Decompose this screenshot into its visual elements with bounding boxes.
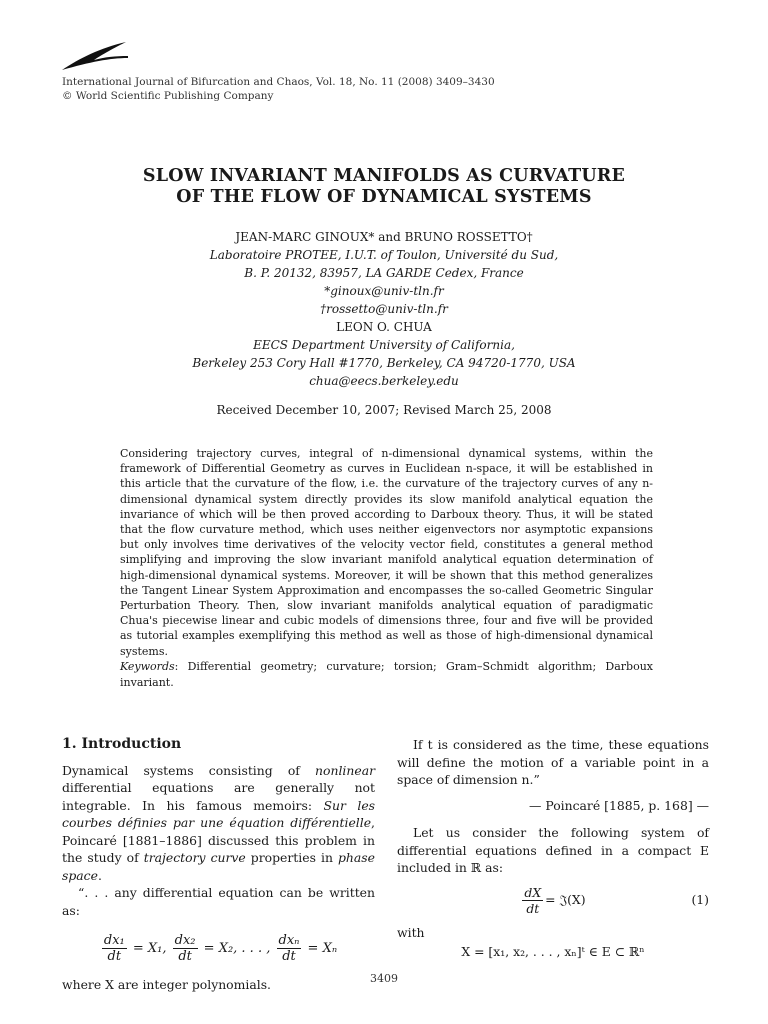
- quote-attribution: — Poincaré [1885, p. 168] —: [529, 797, 709, 813]
- page-number: 3409: [370, 972, 398, 985]
- quote-continuation: If t is considered as the time, these equations will define the motion of a variable point in a space of dimension n.”: [397, 737, 709, 787]
- email-ginoux: *ginoux@univ-tln.fr: [324, 284, 444, 298]
- author-names-1: JEAN-MARC GINOUX* and BRUNO ROSSETTO†: [235, 230, 533, 244]
- system-intro-paragraph: Let us consider the following system of differential equations defined in a compact E included in ℝ as:: [397, 825, 709, 875]
- abstract: Considering trajectory curves, integral of n-dimensional dynamical systems, within the framework of Differential Geometry as curves in Euclidean n-space, it will be established in this article that the curvature of the flow, i.e. the curvature of the trajectory curves of any n-dimensional dynamical system directly provides its slow manifold analytical equation the invariance of which will be then proved according to Darboux theory. Thus, it will be stated that the flow curvature method, which uses neither eigenvectors nor asymptotic expansions but only involves time derivatives of the velocity vector field, constitutes a general method simplifying and improving the slow invariant manifold analytical equation determination of high-dimensional dynamical systems. Moreover, it will be shown that this method generalizes the Tangent Linear System Approximation and encompasses the so-called Geometric Singular Perturbation Theory. Then, slow invariant manifolds analytical equation of paradigmatic Chua's piecewise linear and cubic models of dimensions three, four and five will be provided as tutorial examples exemplifying this method as well as those of high-dimensional dynamical systems.: [120, 447, 653, 658]
- right-column: [397, 736, 709, 961]
- section-heading: 1. Introduction: [62, 736, 182, 752]
- title-line-2: OF THE FLOW OF DYNAMICAL SYSTEMS: [176, 187, 592, 207]
- publisher-line: © World Scientific Publishing Company: [62, 90, 274, 102]
- journal-line: International Journal of Bifurcation and Chaos, Vol. 18, No. 11 (2008) 3409–3430: [62, 76, 495, 88]
- poincare-quote-start: “. . . any differential equation can be written as:: [62, 885, 375, 918]
- equation-system: $\frac{\text{dx₁}}{dt}$ = X₁, $\frac{\text{dx₂}}{dt}$ = X₂, . . . , $\frac{\text{dxₙ}}{dt}$ = Xₙ: [103, 933, 338, 964]
- keywords-text: : Differential geometry; curvature; torsion; Gram–Schmidt algorithm; Darboux invariant.: [120, 660, 653, 689]
- equation-1-label: (1): [691, 892, 709, 908]
- affiliation-chua-1: EECS Department University of California,: [253, 338, 515, 352]
- affiliation-chua-2: Berkeley 253 Cory Hall #1770, Berkeley, CA 94720-1770, USA: [192, 356, 576, 370]
- affiliation-line-2: B. P. 20132, 83957, LA GARDE Cedex, France: [244, 266, 524, 280]
- with-word: with: [397, 924, 425, 940]
- keywords-label: Keywords: [120, 660, 175, 673]
- author-group-2: [60, 318, 708, 390]
- keywords: [120, 659, 653, 690]
- where-line: where X are integer polynomials.: [62, 977, 271, 992]
- paper-title: [60, 166, 708, 208]
- affiliation-line-1: Laboratoire PROTEE, I.U.T. of Toulon, Université du Sud,: [209, 248, 559, 262]
- equation-2: X = [x₁, x₂, . . . , xₙ]ᵗ ∈ E ⊂ ℝⁿ: [461, 944, 645, 959]
- author-group-1: [60, 228, 708, 318]
- email-rossetto: †rossetto@univ-tln.fr: [320, 302, 448, 316]
- journal-citation: [62, 75, 495, 103]
- equation-1: $\frac{dX}{dt}$ = 𝔍(X) (1): [524, 884, 709, 916]
- left-column: [62, 736, 375, 994]
- intro-paragraph: Dynamical systems consisting of nonlinear differential equations are generally not integrable. In his famous memoirs: Sur les courbes définies par une équation différentielle, Poincaré [1881–1886] discussed this problem in the study of trajectory curve properties in phase space.: [62, 762, 376, 883]
- received-dates: Received December 10, 2007; Revised March 25, 2008: [216, 403, 552, 417]
- publisher-logo: [60, 40, 130, 72]
- email-chua: chua@eecs.berkeley.edu: [309, 374, 459, 388]
- author-name-chua: LEON O. CHUA: [336, 320, 432, 334]
- title-line-1: SLOW INVARIANT MANIFOLDS AS CURVATURE: [142, 166, 626, 186]
